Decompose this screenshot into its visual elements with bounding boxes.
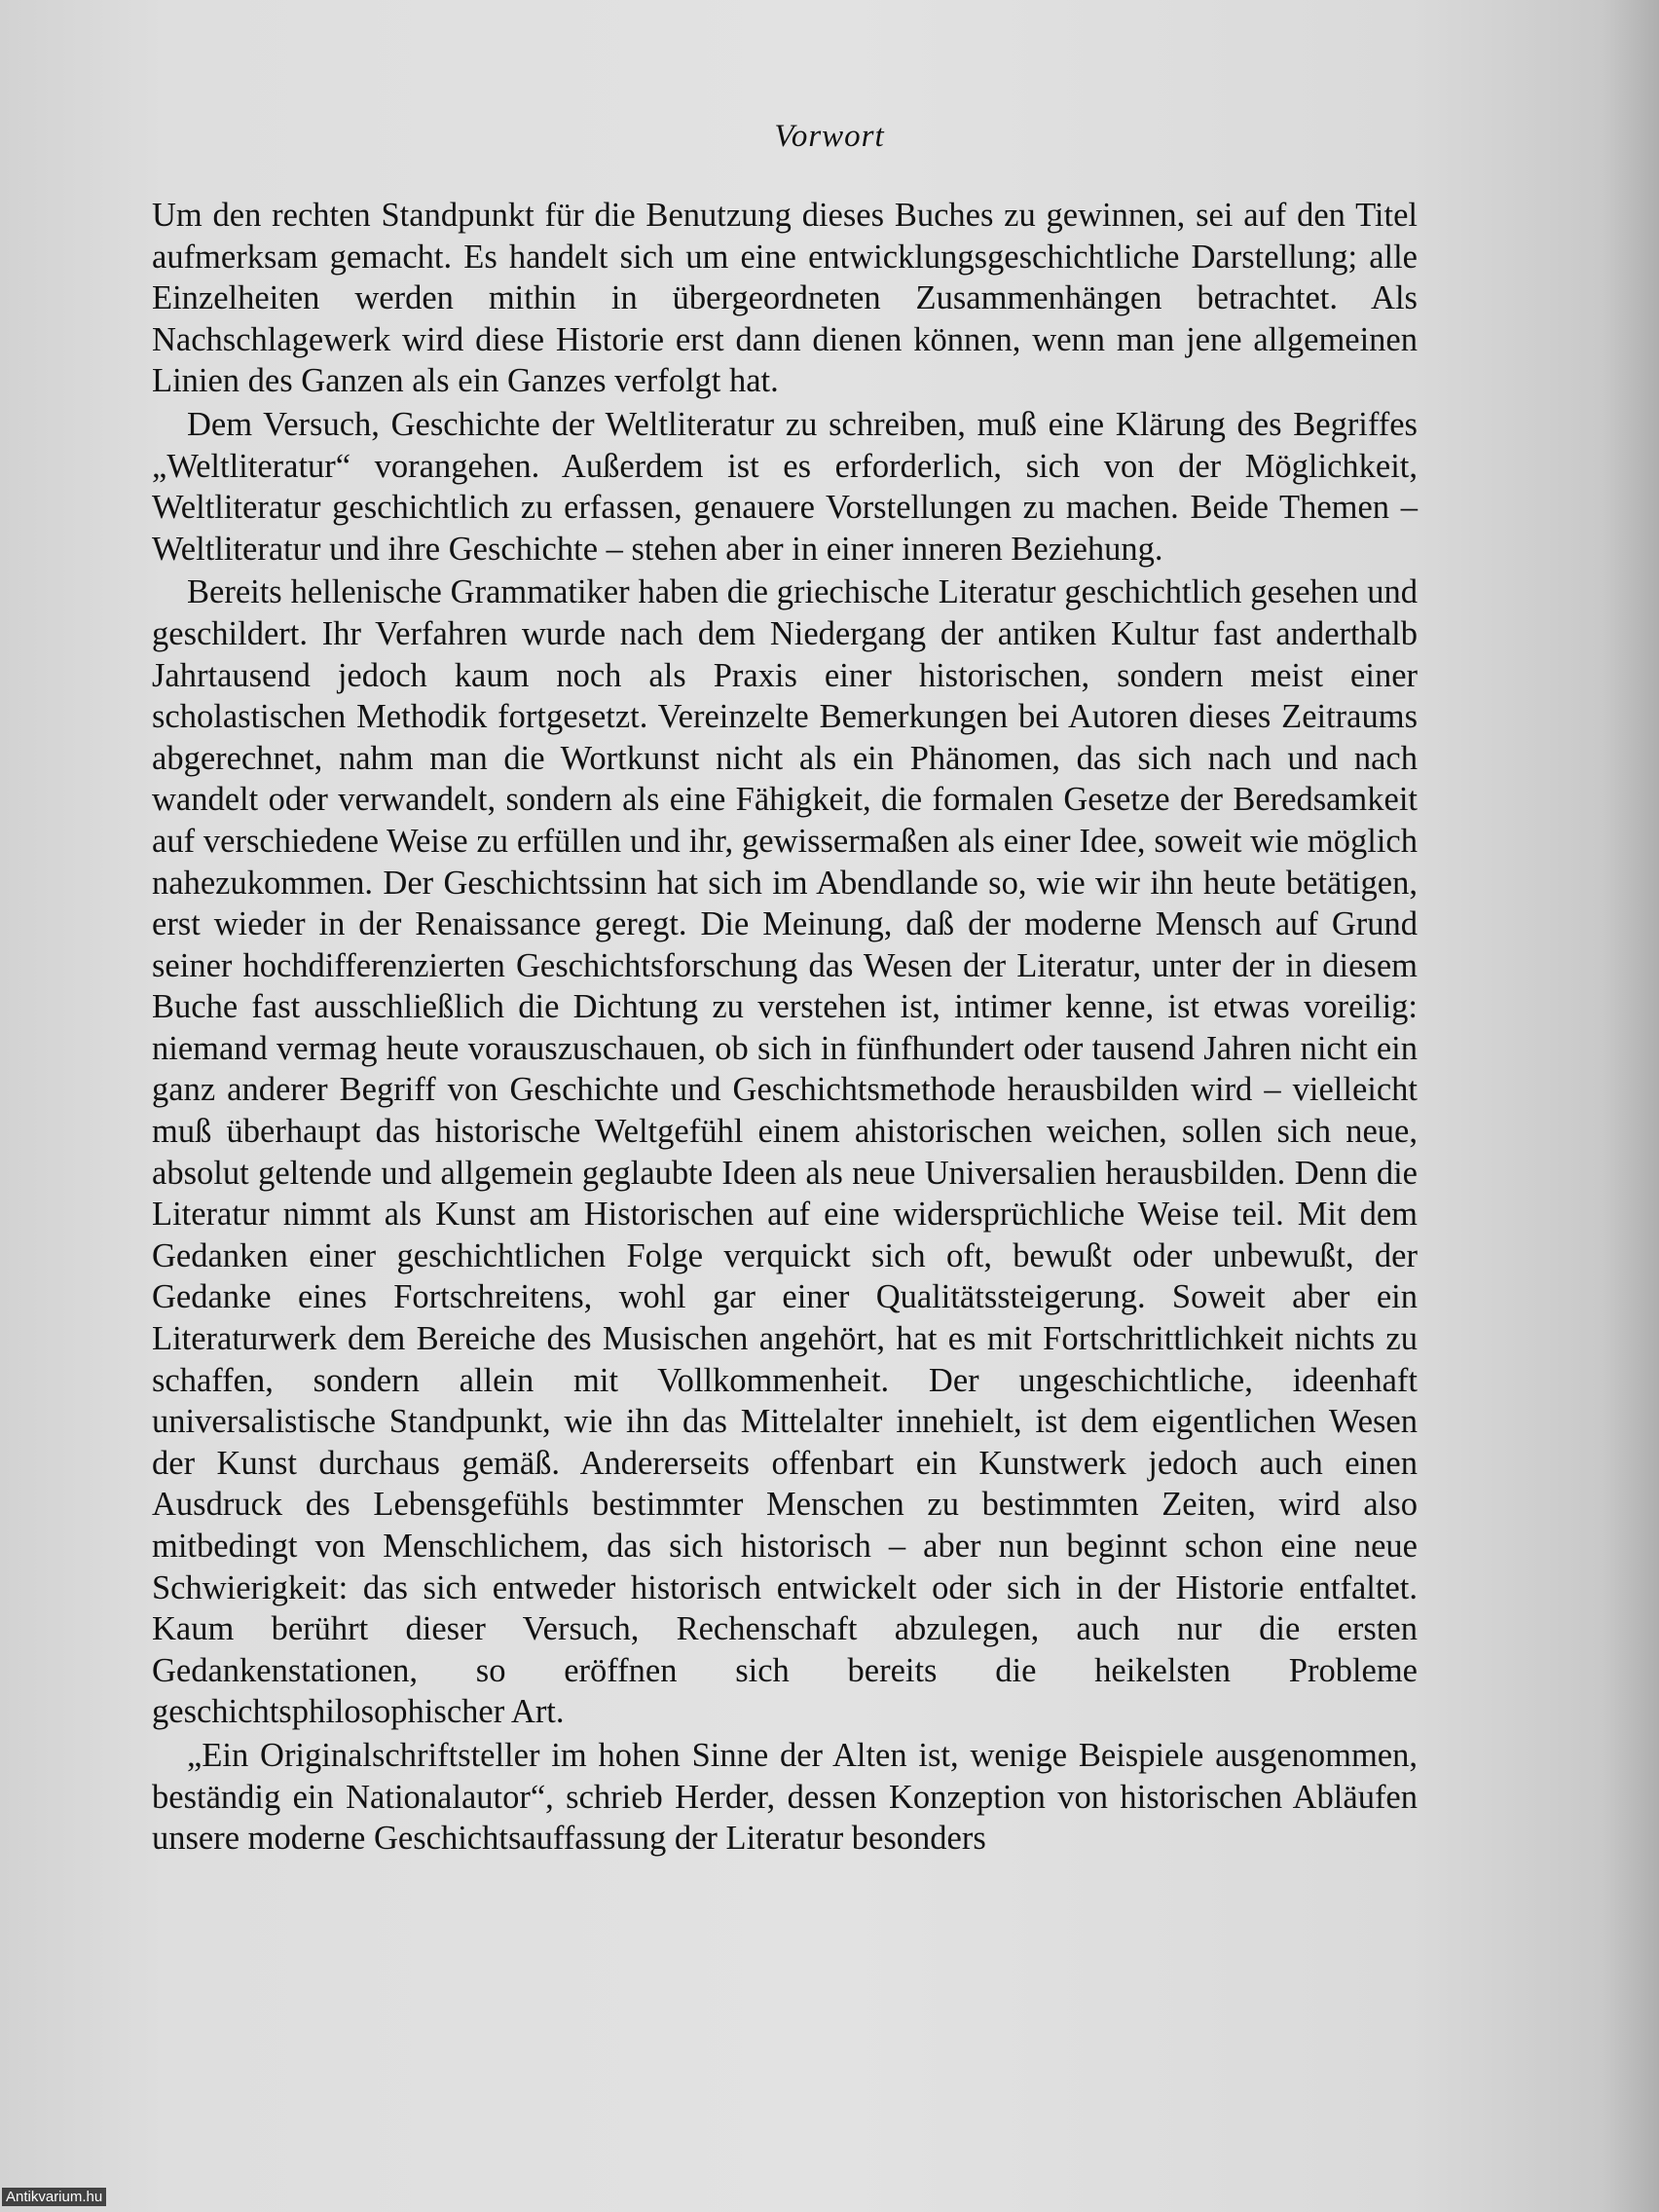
watermark: Antikvarium.hu	[2, 2188, 106, 2206]
page-title: Vorwort	[774, 119, 885, 154]
paragraph-3: Bereits hellenische Grammatiker haben die griechische Literatur geschichtlich gesehen und geschildert. Ihr Verfahren wurde nach dem Niedergang der antiken Kultur fast anderthalb Jahrtausend jedoch kaum noch als Praxis einer historischen, sondern meist einer scholastischen Methodik fortgesetzt. Vereinzelte Bemerkungen bei Autoren dieses Zeitraums abgerechnet, nahm man die Wortkunst nicht als ein Phänomen, das sich nach und nach wandelt oder verwandelt, sondern als eine Fähigkeit, die formalen Gesetze der Beredsamkeit auf verschiedene Weise zu erfüllen und ihr, gewissermaßen als einer Idee, soweit wie möglich nahezukommen. Der Geschichtssinn hat sich im Abendlande so, wie wir ihn heute betätigen, erst wieder in der Renaissance geregt. Die Meinung, daß der moderne Mensch auf Grund seiner hochdifferenzierten Geschichtsforschung das Wesen der Literatur, unter der in diesem Buche fast ausschließlich die Dichtung zu verstehen ist, intimer kenne, ist etwas voreilig: niemand vermag heute vorauszuschauen, ob sich in fünfhundert oder tausend Jahren nicht ein ganz anderer Begriff von Geschichte und Geschichtsmethode herausbilden wird – vielleicht muß überhaupt das historische Weltgefühl einem ahistorischen weichen, sollen sich neue, absolut geltende und allgemein geglaubte Ideen als neue Universalien herausbilden. Denn die Literatur nimmt als Kunst am Historischen auf eine widersprüchliche Weise teil. Mit dem Gedanken einer geschichtlichen Folge verquickt sich oft, bewußt oder unbewußt, der Gedanke eines Fortschreitens, wohl gar einer Qualitätssteigerung. Soweit aber ein Literaturwerk dem Bereiche des Musischen angehört, hat es mit Fortschrittlichkeit nichts zu schaffen, sondern allein mit Vollkommenheit. Der ungeschichtliche, ideenhaft universalistische Standpunkt, wie ihn das Mittelalter innehielt, ist dem eigentlichen Wesen der Kunst durchaus gemäß. Andererseits offenbart ein Kunstwerk jedoch auch einen Ausdruck des Lebensgefühls bestimmter Menschen zu bestimmten Zeiten, wird also mitbedingt von Menschlichem, das sich historisch – aber nun beginnt schon eine neue Schwierigkeit: das sich entweder historisch entwickelt oder sich in der Historie entfaltet. Kaum berührt dieser Versuch, Rechenschaft abzulegen, auch nur die ersten Gedankenstationen, so eröffnen sich bereits die heikelsten Probleme geschichtsphilosophischer Art.	[152, 573, 1418, 1731]
paragraph-2: Dem Versuch, Geschichte der Weltliteratur zu schreiben, muß eine Klärung des Begriffes „Weltliteratur“ vorangehen. Außerdem ist es erforderlich, sich von der Möglichkeit, Weltliteratur geschichtlich zu erfassen, genauere Vorstellungen zu machen. Beide Themen – Weltliteratur und ihre Geschichte – stehen aber in einer inneren Beziehung.	[152, 405, 1418, 568]
body-text	[152, 195, 1418, 1862]
page-edge-shadow	[1601, 0, 1659, 2212]
paragraph-4: „Ein Originalschriftsteller im hohen Sinne der Alten ist, wenige Beispiele ausgenommen, beständig ein Nationalautor“, schrieb Herder, dessen Konzeption von historischen Abläufen unsere moderne Geschichtsauffassung der Literatur besonders	[152, 1736, 1418, 1858]
paragraph-1: Um den rechten Standpunkt für die Benutzung dieses Buches zu gewinnen, sei auf den Titel aufmerksam gemacht. Es handelt sich um eine entwicklungsgeschichtliche Darstellung; alle Einzelheiten werden mithin in übergeordneten Zusammenhängen betrachtet. Als Nachschlagewerk wird diese Historie erst dann dienen können, wenn man jene allgemeinen Linien des Ganzen als ein Ganzes verfolgt hat.	[152, 197, 1418, 400]
